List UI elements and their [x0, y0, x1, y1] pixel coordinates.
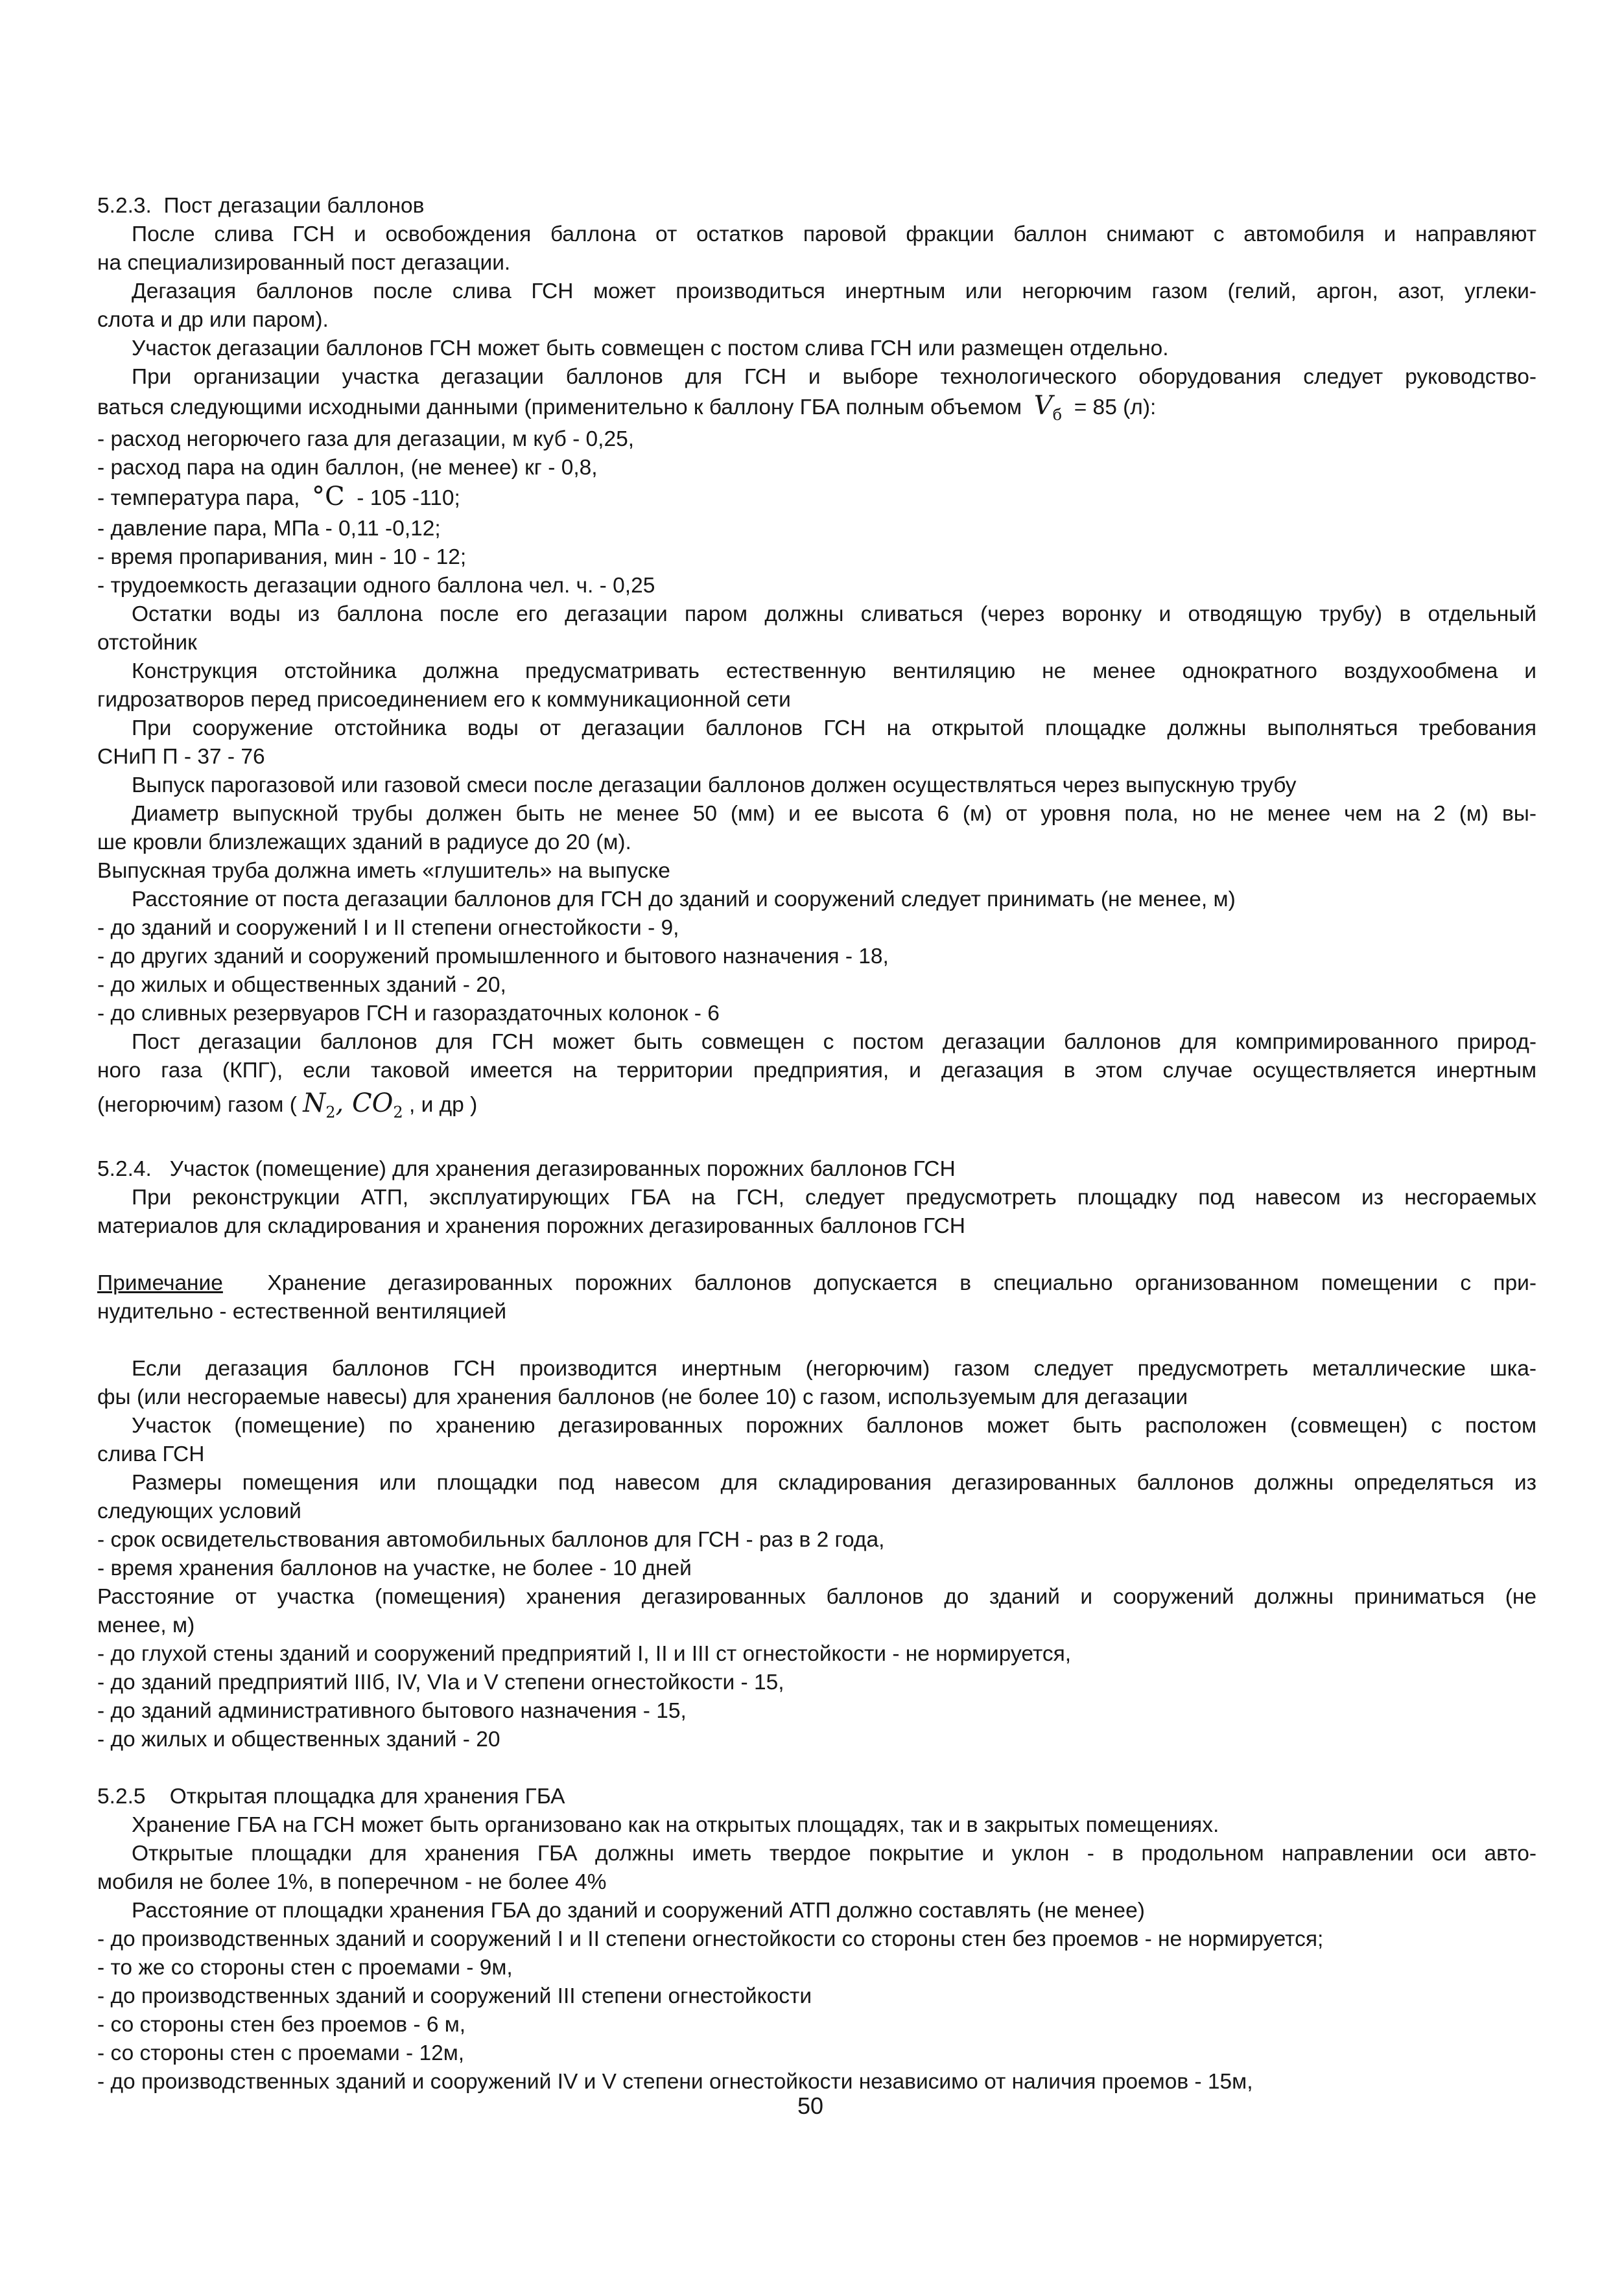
- formula-var: V: [1033, 391, 1053, 421]
- note-line: нудительно - естественной вентиляцией: [97, 1300, 507, 1324]
- gas-formula: [303, 1088, 403, 1121]
- note-label: Примечание: [97, 1271, 223, 1295]
- volume-symbol: [1033, 391, 1063, 424]
- list-item: - до производственных зданий и сооружений I и II степени огнестойкости со стороны стен без проемов - не нормируется;: [97, 1927, 1324, 1951]
- paragraph-line: Расстояние от участка (помещения) хранения дегазированных баллонов до зданий и сооружений должны приниматься (не: [97, 1585, 1536, 1609]
- paragraph-line: менее, м): [97, 1613, 195, 1637]
- paragraph-line: Если дегазация баллонов ГСН производится инертным (негорючим) газом следует предусмотреть металлические шка-: [132, 1357, 1536, 1381]
- list-item: - до жилых и общественных зданий - 20,: [97, 973, 506, 997]
- paragraph-line: При организации участка дегазации баллонов для ГСН и выборе технологического оборудования следует руководство-: [132, 365, 1536, 389]
- list-item: - срок освидетельствования автомобильных баллонов для ГСН - раз в 2 года,: [97, 1528, 885, 1552]
- paragraph-line: фы (или несгораемые навесы) для хранения баллонов (не более 10) с газом, используемым для дегазации: [97, 1385, 1188, 1409]
- paragraph-line: Остатки воды из баллона после его дегазации паром должны сливаться (через воронку и отводящую трубу) в отдельный: [132, 602, 1536, 626]
- text-span: - температура пара,: [97, 486, 300, 510]
- list-item: - расход пара на один баллон, (не менее) кг - 0,8,: [97, 456, 598, 480]
- paragraph-line: ного газа (КПГ), если таковой имеется на территории предприятия, и дегазация в этом случае осуществляется инертным: [97, 1059, 1536, 1083]
- formula-subscript: 2: [325, 1103, 336, 1121]
- note-text: Хранение дегазированных порожних баллонов допускается в специально организованном помещении с при-: [267, 1271, 1536, 1295]
- paragraph-line: материалов для складирования и хранения порожних дегазированных баллонов ГСН: [97, 1214, 965, 1238]
- formula-subscript: б: [1052, 406, 1063, 424]
- text-span: = 85 (л):: [1074, 395, 1157, 419]
- note-line: [97, 1269, 1536, 1298]
- paragraph-line: Диаметр выпускной трубы должен быть не менее 50 (мм) и ее высота 6 (м) от уровня пола, но не менее чем на 2 (м) вы-: [132, 802, 1536, 826]
- section-number: 5.2.3.: [97, 194, 152, 218]
- text-span: (негорючим) газом (: [97, 1093, 297, 1117]
- section-title: Участок (помещение) для хранения дегазированных порожних баллонов ГСН: [169, 1157, 956, 1181]
- paragraph-line-with-formula: [97, 392, 1536, 425]
- paragraph-line: мобиля не более 1%, в поперечном - не более 4%: [97, 1870, 607, 1894]
- section-title: Открытая площадка для хранения ГБА: [169, 1785, 565, 1809]
- list-item: - расход негорючего газа для дегазации, м куб - 0,25,: [97, 427, 635, 451]
- section-5-2-5-heading: [97, 1783, 1536, 1811]
- list-item: - со стороны стен с проемами - 12м,: [97, 2041, 465, 2065]
- paragraph-line: гидрозатворов перед присоединением его к коммуникационной сети: [97, 688, 791, 712]
- paragraph-line: слива ГСН: [97, 1442, 205, 1466]
- formula-var: , CO: [335, 1088, 394, 1118]
- section-number: 5.2.4.: [97, 1157, 152, 1181]
- list-item: - до производственных зданий и сооружений III степени огнестойкости: [97, 1984, 812, 2008]
- list-item: - до производственных зданий и сооружений IV и V степени огнестойкости независимо от наличия проемов - 15м,: [97, 2070, 1253, 2094]
- section-number: 5.2.5: [97, 1785, 146, 1809]
- formula-var: N: [303, 1088, 326, 1118]
- list-item: - то же со стороны стен с проемами - 9м,: [97, 1956, 513, 1980]
- text-span: , и др ): [408, 1093, 478, 1117]
- paragraph-line: Расстояние от площадки хранения ГБА до зданий и сооружений АТП должно составлять (не менее): [132, 1899, 1145, 1923]
- text-span: ваться следующими исходными данными (применительно к баллону ГБА полным объемом: [97, 395, 1022, 419]
- paragraph-line: После слива ГСН и освобождения баллона от остатков паровой фракции баллон снимают с автомобиля и направляют: [132, 222, 1536, 246]
- paragraph-line: слота и др или паром).: [97, 308, 329, 332]
- section-5-2-4-heading: [97, 1155, 1536, 1184]
- list-item: - трудоемкость дегазации одного баллона чел. ч. - 0,25: [97, 574, 655, 598]
- paragraph-line: При сооружение отстойника воды от дегазации баллонов ГСН на открытой площадке должны выполняться требования: [132, 716, 1536, 740]
- list-item: - со стороны стен без проемов - 6 м,: [97, 2013, 466, 2037]
- paragraph-line: на специализированный пост дегазации.: [97, 251, 511, 275]
- formula-subscript: 2: [393, 1103, 403, 1121]
- paragraph-line: Выпускная труба должна иметь «глушитель» на выпуске: [97, 859, 670, 883]
- paragraph-line: Пост дегазации баллонов для ГСН может быть совмещен с постом дегазации баллонов для компримированного природ-: [132, 1030, 1536, 1054]
- paragraph-line: При реконструкции АТП, эксплуатирующих ГБА на ГСН, следует предусмотреть площадку под навесом из несгораемых: [132, 1186, 1536, 1210]
- list-item: - время хранения баллонов на участке, не более - 10 дней: [97, 1556, 692, 1580]
- list-item: - давление пара, МПа - 0,11 -0,12;: [97, 517, 441, 541]
- list-item: - до глухой стены зданий и сооружений предприятий I, II и III ст огнестойкости - не нормируется,: [97, 1642, 1072, 1666]
- text-span: - 105 -110;: [357, 486, 460, 510]
- paragraph-line: Расстояние от поста дегазации баллонов для ГСН до зданий и сооружений следует принимать (не менее, м): [132, 887, 1236, 911]
- list-item: - до зданий административного бытового назначения - 15,: [97, 1699, 687, 1723]
- list-item: - до сливных резервуаров ГСН и газораздаточных колонок - 6: [97, 1002, 720, 1025]
- paragraph-line: ше кровли близлежащих зданий в радиусе до 20 (м).: [97, 830, 631, 854]
- paragraph-line: следующих условий: [97, 1499, 301, 1523]
- section-5-2-3-heading: [97, 192, 1536, 220]
- list-item: - до зданий и сооружений I и II степени огнестойкости - 9,: [97, 916, 679, 940]
- paragraph-line: Участок (помещение) по хранению дегазированных порожних баллонов может быть расположен (совмещен) с постом: [132, 1414, 1536, 1438]
- degree-celsius-symbol: °C: [312, 482, 345, 511]
- section-title: Пост дегазации баллонов: [163, 194, 425, 218]
- list-item: - до зданий предприятий IIIб, IV, VIa и V степени огнестойкости - 15,: [97, 1670, 784, 1694]
- paragraph-line: Дегазация баллонов после слива ГСН может производиться инертным или негорючим газом (гелий, аргон, азот, углеки-: [132, 279, 1536, 303]
- paragraph-line-with-formula: [97, 1085, 1536, 1127]
- paragraph-line: Размеры помещения или площадки под навесом для складирования дегазированных баллонов должны определяться из: [132, 1471, 1536, 1495]
- paragraph-line: Конструкция отстойника должна предусматривать естественную вентиляцию не менее однократного воздухообмена и: [132, 659, 1536, 683]
- page-number: 50: [797, 2092, 824, 2119]
- paragraph-line: отстойник: [97, 631, 197, 655]
- paragraph-line: Открытые площадки для хранения ГБА должны иметь твердое покрытие и уклон - в продольном направлении оси авто-: [132, 1842, 1536, 1866]
- list-item: - время пропаривания, мин - 10 - 12;: [97, 545, 467, 569]
- list-item: - до других зданий и сооружений промышленного и бытового назначения - 18,: [97, 944, 889, 968]
- list-item: [97, 482, 1536, 515]
- paragraph-line: СНиП П - 37 - 76: [97, 745, 265, 769]
- list-item: - до жилых и общественных зданий - 20: [97, 1728, 500, 1752]
- page-body: [97, 192, 1536, 2096]
- paragraph-line: Участок дегазации баллонов ГСН может быть совмещен с постом слива ГСН или размещен отдельно.: [132, 336, 1169, 360]
- paragraph-line: Выпуск парогазовой или газовой смеси после дегазации баллонов должен осуществляться через выпускную трубу: [132, 773, 1297, 797]
- paragraph-line: Хранение ГБА на ГСН может быть организовано как на открытых площадях, так и в закрытых помещениях.: [132, 1813, 1219, 1837]
